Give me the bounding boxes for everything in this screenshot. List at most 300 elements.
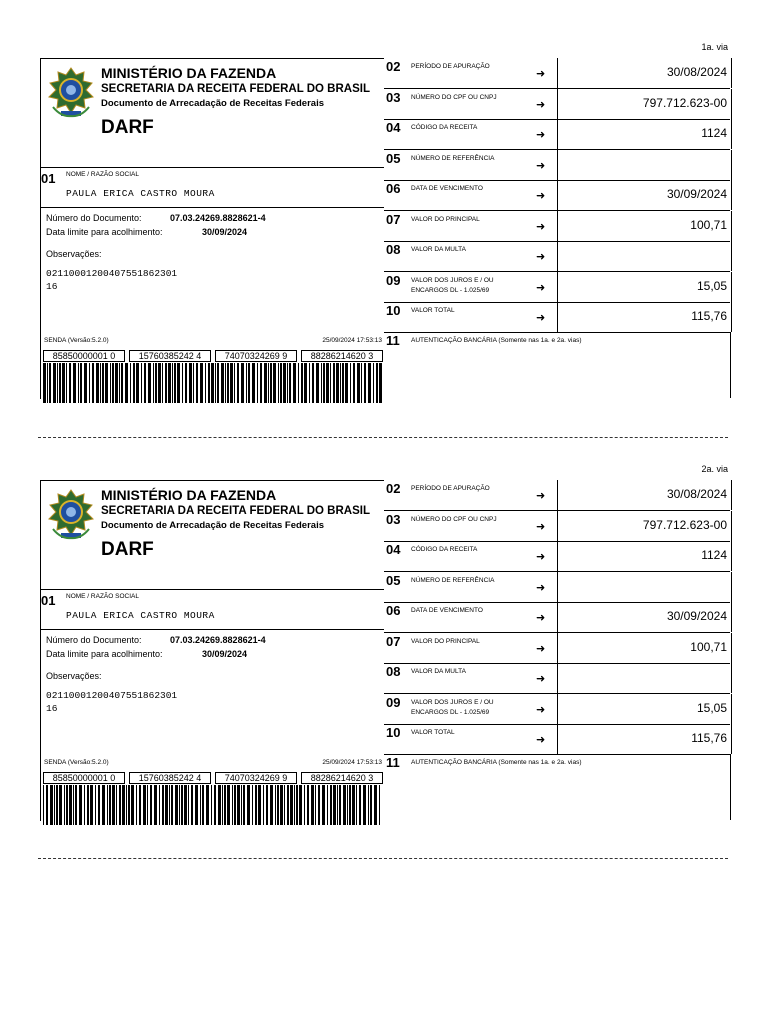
barcode-bar	[237, 785, 240, 825]
field-label	[411, 484, 490, 494]
barcode-bar	[270, 363, 272, 403]
barcode-bar	[293, 363, 296, 403]
barcode-bar	[206, 785, 209, 825]
ministry-title: MINISTÉRIO DA FAZENDA	[101, 65, 277, 81]
barcode-bar	[363, 785, 366, 825]
field-label	[411, 698, 494, 718]
field-value-box	[557, 633, 732, 663]
barcode-bar	[287, 363, 288, 403]
barcode-bar	[174, 363, 176, 403]
barcode-bar	[189, 363, 192, 403]
secretariat-title: SECRETARIA DA RECEITA FEDERAL DO BRASIL	[101, 505, 370, 517]
barcode-block: 85850000001 0	[43, 350, 125, 362]
field-label-line: ENCARGOS DL - 1.025/69	[411, 708, 490, 716]
field-label: AUTENTICAÇÃO BANCÁRIA (Somente nas 1a. e 2a. vias)	[411, 759, 582, 766]
barcode-bar	[333, 785, 336, 825]
field-number: 06	[386, 181, 401, 196]
barcode-bar	[234, 785, 236, 825]
barcode-bar	[330, 785, 332, 825]
barcode-bar	[89, 363, 90, 403]
barcode-bar	[69, 785, 72, 825]
field-number: 02	[386, 59, 401, 74]
observations-label: Observações:	[46, 249, 102, 259]
deadline-value: 30/09/2024	[202, 649, 248, 659]
field-number: 08	[386, 664, 401, 679]
arrow-right-icon: ➜	[536, 251, 546, 263]
barcode-bar	[214, 785, 216, 825]
auth-field	[384, 754, 731, 820]
barcode-bar	[287, 785, 289, 825]
barcode-bar	[136, 785, 137, 825]
field-row-07	[384, 633, 730, 664]
barcode-bar	[237, 363, 239, 403]
field-value: 30/08/2024	[666, 487, 727, 501]
barcode-bar	[273, 363, 276, 403]
barcode-bar	[264, 363, 267, 403]
field-value: 115,76	[691, 309, 727, 323]
barcode-bar	[294, 785, 295, 825]
barcode-bar	[241, 363, 244, 403]
field-number: 05	[386, 150, 401, 166]
field-row-03	[384, 511, 730, 542]
barcode-bar	[368, 363, 371, 403]
barcode-bar	[102, 363, 104, 403]
barcode-bar	[62, 363, 65, 403]
field-label-line: PERÍODO DE APURAÇÃO	[411, 485, 490, 492]
barcode-bar	[345, 363, 348, 403]
barcode-bar	[159, 785, 160, 825]
barcode-bar	[200, 363, 203, 403]
field-label	[411, 545, 477, 555]
barcode-bar	[277, 785, 279, 825]
barcode-bar	[169, 785, 170, 825]
barcode-bar	[147, 785, 148, 825]
barcode-bar	[193, 363, 194, 403]
barcode-bar	[234, 363, 235, 403]
name-value: PAULA ERICA CASTRO MOURA	[66, 188, 215, 199]
barcode-bar	[342, 363, 344, 403]
barcode-bar	[116, 785, 117, 825]
field-value-box	[557, 694, 732, 724]
barcode-bar	[125, 363, 128, 403]
field-label	[411, 184, 483, 194]
field-label-line: VALOR DO PRINCIPAL	[411, 215, 480, 223]
barcode-bar	[352, 785, 355, 825]
barcode-bar	[280, 363, 282, 403]
name-value: PAULA ERICA CASTRO MOURA	[66, 610, 215, 621]
barcode-bar	[309, 363, 310, 403]
barcode-bar	[322, 785, 325, 825]
barcode-block: 88286214620 3	[301, 350, 383, 362]
arrow-right-icon: ➜	[536, 98, 546, 111]
barcode-bar	[59, 363, 61, 403]
barcode-bar	[84, 363, 87, 403]
barcode-bar	[122, 785, 125, 825]
barcode-bar	[92, 363, 94, 403]
barcode-bar	[115, 363, 118, 403]
field-label-line: NÚMERO DE REFERÊNCIA	[411, 154, 495, 162]
barcode-bar	[162, 363, 163, 403]
field-label-line: VALOR DA MULTA	[411, 246, 466, 253]
field-value-box	[557, 89, 732, 119]
barcode-bar	[66, 363, 67, 403]
auth-field	[384, 332, 731, 398]
field-number: 11	[386, 755, 400, 770]
observations-line: 02110001200407551862301	[46, 268, 178, 279]
observations-line: 16	[46, 703, 58, 714]
barcode-bar	[299, 785, 302, 825]
barcode-bar	[165, 363, 167, 403]
field-row-09	[384, 694, 730, 725]
via-label: 2a. via	[701, 464, 728, 474]
doc-number-value: 07.03.24269.8828621-4	[170, 635, 266, 645]
field-value: 115,76	[691, 731, 727, 745]
field-value-box	[557, 724, 732, 754]
field-label	[411, 62, 490, 72]
field-row-05	[384, 150, 730, 181]
barcode-bar	[217, 363, 219, 403]
barcode-bar	[87, 785, 89, 825]
field-number: 11	[386, 333, 400, 348]
arrow-right-icon: ➜	[536, 612, 546, 624]
barcode-bar	[136, 363, 139, 403]
barcode-bar	[218, 785, 221, 825]
barcode-bar	[222, 785, 223, 825]
field-label: NOME / RAZÃO SOCIAL	[66, 593, 139, 600]
barcode-bar	[312, 363, 314, 403]
barcode-bar	[316, 363, 319, 403]
barcode-bar	[258, 785, 261, 825]
field-label	[411, 576, 494, 586]
barcode-bar	[290, 785, 293, 825]
field-value: 797.712.623-00	[642, 517, 727, 532]
barcode-bar	[119, 363, 120, 403]
barcode-bar	[177, 363, 180, 403]
header-block	[41, 481, 384, 590]
barcode-bar	[330, 363, 331, 403]
field-row-02	[384, 480, 730, 511]
barcode-block: 88286214620 3	[301, 772, 383, 784]
barcode-bar	[227, 785, 230, 825]
field-row-06	[384, 602, 730, 633]
field-number: 01	[41, 593, 56, 608]
barcode-bar	[188, 785, 189, 825]
document-subtitle: Documento de Arrecadação de Receitas Federais	[101, 98, 324, 109]
barcode-bar	[301, 363, 303, 403]
field-row-04	[384, 541, 730, 572]
barcode-block: 85850000001 0	[43, 772, 125, 784]
field-number: 07	[386, 633, 401, 649]
barcode-block: 15760385242 4	[129, 772, 211, 784]
barcode-bar	[224, 785, 226, 825]
brazil-coat-of-arms-icon	[47, 489, 95, 541]
barcode-bar	[225, 363, 226, 403]
barcode-bar	[126, 785, 127, 825]
barcode-bar	[43, 363, 46, 403]
field-label	[411, 276, 494, 296]
field-label-line: DATA DE VENCIMENTO	[411, 185, 483, 192]
barcode-bar	[257, 363, 258, 403]
barcode-bar	[110, 363, 111, 403]
field-label-line: PERÍODO DE APURAÇÃO	[411, 63, 490, 70]
field-value-box	[557, 241, 732, 271]
arrow-right-icon: ➜	[536, 312, 546, 324]
barcode-bar	[326, 363, 329, 403]
barcode-bar	[59, 785, 62, 825]
arrow-right-icon: ➜	[536, 159, 546, 172]
field-value-box	[557, 480, 732, 510]
barcode-bar	[202, 785, 204, 825]
field-label-line: VALOR DO PRINCIPAL	[411, 637, 480, 645]
barcode-block: 74070324269 9	[215, 350, 297, 362]
barcode-bar	[162, 785, 164, 825]
field-value: 100,71	[690, 217, 727, 232]
field-label-line: NÚMERO DO CPF OU CNPJ	[411, 93, 497, 101]
barcode-bar	[185, 363, 187, 403]
barcode-bar	[263, 785, 264, 825]
barcode-bar	[318, 785, 320, 825]
barcode-bar	[379, 785, 380, 825]
field-value: 30/08/2024	[666, 65, 727, 79]
barcode-bar	[323, 363, 325, 403]
barcode-bar	[353, 363, 355, 403]
barcode-bar	[340, 363, 341, 403]
field-label	[411, 306, 455, 316]
barcode-bar	[278, 363, 279, 403]
observations-line: 16	[46, 281, 58, 292]
barcode-bar	[350, 363, 351, 403]
field-label-line: NÚMERO DO CPF OU CNPJ	[411, 515, 497, 523]
deadline-label: Data limite para acolhimento:	[46, 227, 163, 237]
barcode-bar	[343, 785, 346, 825]
field-number: 02	[386, 481, 401, 496]
field-value-box	[557, 541, 732, 571]
field-label-line: ENCARGOS DL - 1.025/69	[411, 286, 490, 294]
barcode-bar	[46, 785, 48, 825]
name-field	[41, 167, 384, 208]
arrow-right-icon: ➜	[536, 520, 546, 533]
barcode-bar	[112, 363, 114, 403]
field-label-line: NÚMERO DE REFERÊNCIA	[411, 576, 495, 584]
barcode-bar	[141, 363, 142, 403]
barcode-bar	[196, 363, 198, 403]
field-label: AUTENTICAÇÃO BANCÁRIA (Somente nas 1a. e 2a. vias)	[411, 337, 582, 344]
field-value-box	[557, 119, 732, 149]
barcode-bar	[315, 785, 316, 825]
barcode-bar	[283, 363, 286, 403]
barcode-bar	[49, 363, 51, 403]
barcode-bar	[105, 363, 108, 403]
barcode-bar	[54, 785, 55, 825]
barcode-bar	[84, 785, 85, 825]
field-number: 04	[386, 120, 401, 135]
barcode-bar	[171, 785, 173, 825]
field-value: 797.712.623-00	[642, 95, 727, 110]
arrow-right-icon: ➜	[536, 190, 546, 202]
barcode-bar	[304, 363, 307, 403]
barcode-bar	[356, 785, 357, 825]
field-label	[411, 154, 494, 164]
darf-copy	[0, 422, 768, 844]
field-label: NOME / RAZÃO SOCIAL	[66, 171, 139, 178]
deadline-line	[46, 649, 248, 659]
field-label	[411, 667, 466, 677]
cut-line	[38, 437, 728, 438]
barcode-bar	[66, 785, 68, 825]
field-number: 10	[386, 303, 401, 318]
field-label-line: VALOR TOTAL	[411, 307, 455, 314]
barcode-bar	[368, 785, 369, 825]
arrow-right-icon: ➜	[536, 581, 546, 594]
barcode-bar	[98, 785, 100, 825]
barcode-bar	[100, 363, 101, 403]
barcode-bar	[75, 785, 77, 825]
barcode-bar	[191, 785, 193, 825]
field-label-line: VALOR DOS JUROS E / OU	[411, 698, 494, 706]
field-row-10	[384, 724, 730, 755]
field-row-03	[384, 89, 730, 120]
barcode-bar	[144, 363, 146, 403]
deadline-value: 30/09/2024	[202, 227, 248, 237]
field-row-05	[384, 572, 730, 603]
barcode-bar	[168, 363, 171, 403]
barcode-bar	[148, 363, 151, 403]
barcode-bar	[172, 363, 173, 403]
barcode-bar	[268, 363, 269, 403]
barcode-bar	[349, 785, 351, 825]
field-value: 30/09/2024	[666, 609, 727, 623]
timestamp: 25/09/2024 17:53:13	[322, 337, 382, 344]
barcode-bar	[153, 363, 154, 403]
arrow-right-icon: ➜	[536, 220, 546, 233]
field-number: 07	[386, 211, 401, 227]
arrow-right-icon: ➜	[536, 703, 546, 716]
barcode-bar	[57, 363, 58, 403]
field-label-line: VALOR TOTAL	[411, 729, 455, 736]
barcode-bar	[280, 785, 283, 825]
observations-text	[46, 267, 177, 293]
barcode-bar	[370, 785, 372, 825]
field-value: 15,05	[696, 700, 727, 715]
barcode-bar	[79, 785, 82, 825]
barcode-bar	[270, 785, 273, 825]
arrow-right-icon: ➜	[536, 673, 546, 685]
barcode-bar	[275, 785, 276, 825]
field-row-06	[384, 180, 730, 211]
field-value-box	[557, 180, 732, 210]
barcode-bar	[247, 785, 250, 825]
barcode-bar	[158, 363, 161, 403]
barcode-bar	[56, 785, 58, 825]
field-number: 06	[386, 603, 401, 618]
barcode-bar	[252, 785, 253, 825]
field-value: 1124	[701, 548, 727, 562]
arrow-right-icon: ➜	[536, 642, 546, 655]
barcode-bar	[195, 785, 198, 825]
barcode-bar	[205, 363, 206, 403]
via-label: 1a. via	[701, 42, 728, 52]
barcode-bar	[327, 785, 328, 825]
barcode-bar	[289, 363, 291, 403]
barcode-bar	[121, 363, 123, 403]
barcode-bar	[73, 363, 76, 403]
field-number: 08	[386, 242, 401, 257]
field-number: 09	[386, 694, 401, 710]
barcode-bar	[109, 785, 111, 825]
barcode-bar	[260, 363, 262, 403]
barcode-bar	[255, 785, 257, 825]
barcode-bar	[230, 363, 233, 403]
field-row-08	[384, 663, 730, 694]
field-row-10	[384, 302, 730, 333]
arrow-right-icon: ➜	[536, 68, 546, 80]
field-row-07	[384, 211, 730, 242]
barcode-bar	[43, 785, 44, 825]
header-block	[41, 59, 384, 168]
barcode-bar	[321, 363, 322, 403]
barcode-block: 74070324269 9	[215, 772, 297, 784]
barcode-bar	[53, 363, 56, 403]
barcode-bar	[307, 785, 309, 825]
barcode-bar	[150, 785, 152, 825]
barcode-bar	[154, 785, 157, 825]
field-value-box	[557, 272, 732, 302]
field-value: 15,05	[696, 278, 727, 293]
barcode	[43, 363, 383, 403]
arrow-right-icon: ➜	[536, 281, 546, 294]
barcode-bar	[266, 785, 268, 825]
barcode-bar	[200, 785, 201, 825]
arrow-right-icon: ➜	[536, 129, 546, 141]
secretariat-title: SECRETARIA DA RECEITA FEDERAL DO BRASIL	[101, 83, 370, 95]
doc-number-label: Número do Documento:	[46, 213, 142, 223]
field-label-line: CÓDIGO DA RECEITA	[411, 546, 478, 553]
barcode-bar	[243, 785, 245, 825]
left-panel	[40, 58, 384, 399]
barcode-bar	[208, 363, 210, 403]
barcode-bar	[246, 363, 247, 403]
barcode-bar	[252, 363, 255, 403]
senda-version: SENDA (Versão:5.2.0)	[44, 337, 109, 344]
field-value: 100,71	[690, 639, 727, 654]
barcode-bar	[337, 785, 338, 825]
field-label	[411, 606, 483, 616]
field-row-04	[384, 119, 730, 150]
barcode-bar	[64, 785, 65, 825]
barcode-bar	[73, 785, 74, 825]
barcode-bar	[119, 785, 121, 825]
barcode-bar	[215, 363, 216, 403]
barcode-bar	[296, 785, 298, 825]
field-value-box	[557, 511, 732, 541]
barcode-bar	[175, 785, 178, 825]
barcode-bar	[336, 363, 339, 403]
name-field	[41, 589, 384, 630]
barcode-bar	[80, 363, 82, 403]
barcode-bar	[182, 363, 183, 403]
arrow-right-icon: ➜	[536, 734, 546, 746]
arrow-right-icon: ➜	[536, 490, 546, 502]
barcode-bar	[78, 363, 79, 403]
barcode-bar	[47, 363, 48, 403]
barcode-bar	[376, 363, 378, 403]
field-label	[411, 93, 497, 103]
field-value-box	[557, 572, 732, 602]
field-label	[411, 728, 455, 738]
barcode-bar	[361, 363, 362, 403]
field-number: 05	[386, 572, 401, 588]
doc-number-label: Número do Documento:	[46, 635, 142, 645]
